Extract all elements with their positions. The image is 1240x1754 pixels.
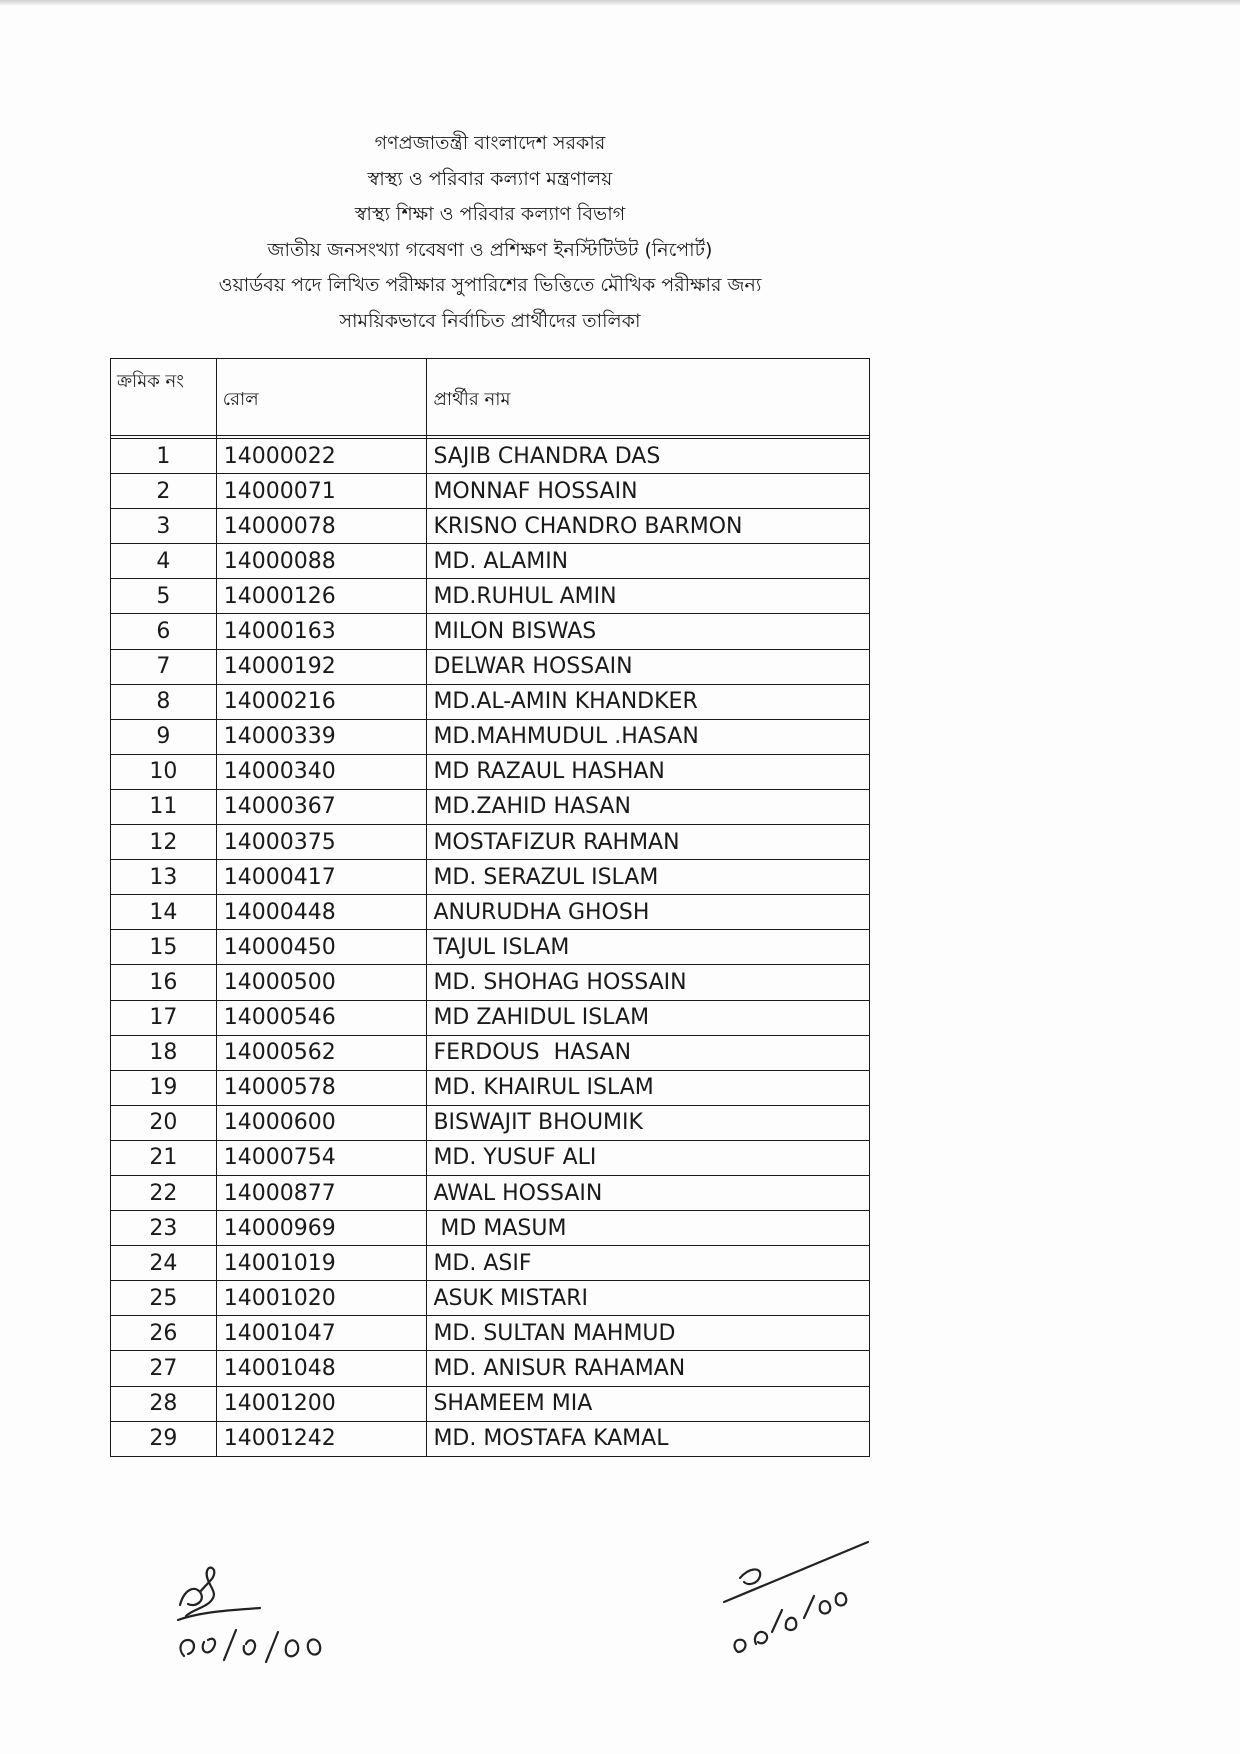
serial-cell: 28 [111, 1386, 217, 1421]
serial-cell: 11 [111, 789, 217, 824]
table-row [111, 1140, 870, 1175]
name-cell: MD. ASIF [427, 1246, 870, 1281]
table-row [111, 614, 870, 649]
column-header-roll: রোল [216, 359, 427, 436]
table-row [111, 1316, 870, 1351]
serial-cell: 8 [111, 684, 217, 719]
roll-cell: 14001047 [216, 1316, 427, 1351]
table-row [111, 754, 870, 789]
serial-cell: 18 [111, 1035, 217, 1070]
name-cell: MD. SERAZUL ISLAM [427, 860, 870, 895]
roll-cell: 14000022 [216, 439, 427, 474]
table-row [111, 1105, 870, 1140]
name-cell: MOSTAFIZUR RAHMAN [427, 825, 870, 860]
roll-cell: 14000600 [216, 1105, 427, 1140]
roll-cell: 14001242 [216, 1421, 427, 1456]
roll-cell: 14001200 [216, 1386, 427, 1421]
roll-cell: 14000877 [216, 1175, 427, 1210]
header-line-institute: জাতীয় জনসংখ্যা গবেষণা ও প্রশিক্ষণ ইনস্টিটিউট (নিপোর্ট) [267, 238, 713, 261]
name-cell: MD. YUSUF ALI [427, 1140, 870, 1175]
name-cell: MD.AL-AMIN KHANDKER [427, 684, 870, 719]
table-row [111, 1175, 870, 1210]
header-line-list-title: সাময়িকভাবে নির্বাচিত প্রার্থীদের তালিকা [339, 309, 641, 332]
roll-cell: 14000450 [216, 930, 427, 965]
serial-cell: 23 [111, 1211, 217, 1246]
serial-cell: 10 [111, 754, 217, 789]
table-row [111, 1070, 870, 1105]
signature-date-strokes [181, 1630, 321, 1662]
serial-cell: 13 [111, 860, 217, 895]
serial-cell: 26 [111, 1316, 217, 1351]
table-row [111, 474, 870, 509]
name-cell: MD. SHOHAG HOSSAIN [427, 965, 870, 1000]
table-row [111, 860, 870, 895]
serial-cell: 5 [111, 579, 217, 614]
header-line-ministry: স্বাস্থ্য ও পরিবার কল্যাণ মন্ত্রণালয় [367, 167, 613, 190]
name-cell: MILON BISWAS [427, 614, 870, 649]
name-cell: MD.ZAHID HASAN [427, 789, 870, 824]
serial-cell: 4 [111, 544, 217, 579]
table-row [111, 1421, 870, 1456]
serial-cell: 15 [111, 930, 217, 965]
roll-cell: 14000367 [216, 789, 427, 824]
roll-cell: 14001048 [216, 1351, 427, 1386]
roll-cell: 14000078 [216, 509, 427, 544]
header-line-division: স্বাস্থ্য শিক্ষা ও পরিবার কল্যাণ বিভাগ [354, 203, 626, 225]
roll-cell: 14000340 [216, 754, 427, 789]
serial-cell: 12 [111, 825, 217, 860]
name-cell: ANURUDHA GHOSH [427, 895, 870, 930]
table-row [111, 579, 870, 614]
serial-cell: 16 [111, 965, 217, 1000]
serial-cell: 21 [111, 1140, 217, 1175]
serial-cell: 1 [111, 439, 217, 474]
name-cell: AWAL HOSSAIN [427, 1175, 870, 1210]
serial-cell: 25 [111, 1281, 217, 1316]
name-cell: MD. MOSTAFA KAMAL [427, 1421, 870, 1456]
table-row [111, 825, 870, 860]
signature-loop [740, 1569, 760, 1584]
serial-cell: 22 [111, 1175, 217, 1210]
document-header [100, 126, 880, 339]
name-cell: KRISNO CHANDRO BARMON [427, 509, 870, 544]
name-cell: MD MASUM [427, 1211, 870, 1246]
name-cell: SHAMEEM MIA [427, 1386, 870, 1421]
table-row [111, 1000, 870, 1035]
roll-cell: 14000754 [216, 1140, 427, 1175]
roll-cell: 14000546 [216, 1000, 427, 1035]
roll-cell: 14000216 [216, 684, 427, 719]
table-row [111, 1211, 870, 1246]
serial-cell: 7 [111, 649, 217, 684]
signature-flourish [180, 1568, 214, 1616]
serial-cell: 27 [111, 1351, 217, 1386]
serial-cell: 3 [111, 509, 217, 544]
table-row [111, 1386, 870, 1421]
table-row [111, 1246, 870, 1281]
table-row [111, 895, 870, 930]
table-row [111, 1035, 870, 1070]
table-row [111, 1351, 870, 1386]
name-cell: MD.RUHUL AMIN [427, 579, 870, 614]
table-row [111, 965, 870, 1000]
signature-date-strokes [735, 1593, 847, 1652]
header-line-post: ওয়ার্ডবয় পদে লিখিত পরীক্ষার সুপারিশের ভিত্তিতে মৌখিক পরীক্ষার জন্য [218, 274, 762, 296]
name-cell: MONNAF HOSSAIN [427, 474, 870, 509]
roll-cell: 14000578 [216, 1070, 427, 1105]
roll-cell: 14001020 [216, 1281, 427, 1316]
table-row [111, 789, 870, 824]
roll-cell: 14000126 [216, 579, 427, 614]
roll-cell: 14000071 [216, 474, 427, 509]
name-cell: BISWAJIT BHOUMIK [427, 1105, 870, 1140]
roll-cell: 14000448 [216, 895, 427, 930]
header-line-government: গণপ্রজাতন্ত্রী বাংলাদেশ সরকার [374, 132, 606, 154]
serial-cell: 24 [111, 1246, 217, 1281]
roll-cell: 14000375 [216, 825, 427, 860]
roll-cell: 14000163 [216, 614, 427, 649]
roll-cell: 14000562 [216, 1035, 427, 1070]
roll-cell: 14001019 [216, 1246, 427, 1281]
name-cell: MD. SULTAN MAHMUD [427, 1316, 870, 1351]
name-cell: MD ZAHIDUL ISLAM [427, 1000, 870, 1035]
name-cell: DELWAR HOSSAIN [427, 649, 870, 684]
column-header-serial: ক্রমিক নং [111, 359, 217, 436]
serial-cell: 19 [111, 1070, 217, 1105]
table-row [111, 649, 870, 684]
roll-cell: 14000417 [216, 860, 427, 895]
roll-cell: 14000500 [216, 965, 427, 1000]
name-cell: MD RAZAUL HASHAN [427, 754, 870, 789]
roll-cell: 14000339 [216, 719, 427, 754]
serial-cell: 6 [111, 614, 217, 649]
serial-cell: 20 [111, 1105, 217, 1140]
roll-cell: 14000088 [216, 544, 427, 579]
roll-cell: 14000192 [216, 649, 427, 684]
signature-left [170, 1560, 400, 1670]
name-cell: TAJUL ISLAM [427, 930, 870, 965]
name-cell: ASUK MISTARI [427, 1281, 870, 1316]
signature-right [700, 1520, 880, 1670]
table-row [111, 509, 870, 544]
roll-cell: 14000969 [216, 1211, 427, 1246]
serial-cell: 29 [111, 1421, 217, 1456]
name-cell: MD. ALAMIN [427, 544, 870, 579]
name-cell: FERDOUS HASAN [427, 1035, 870, 1070]
serial-cell: 17 [111, 1000, 217, 1035]
table-row [111, 544, 870, 579]
column-header-name: প্রার্থীর নাম [427, 359, 870, 436]
scan-edge [0, 0, 1240, 6]
serial-cell: 2 [111, 474, 217, 509]
serial-cell: 14 [111, 895, 217, 930]
table-row [111, 719, 870, 754]
table-row [111, 1281, 870, 1316]
candidate-table [110, 358, 870, 1457]
serial-cell: 9 [111, 719, 217, 754]
name-cell: SAJIB CHANDRA DAS [427, 439, 870, 474]
table-row [111, 439, 870, 474]
table-header-row [111, 359, 870, 436]
name-cell: MD. KHAIRUL ISLAM [427, 1070, 870, 1105]
name-cell: MD. ANISUR RAHAMAN [427, 1351, 870, 1386]
table-row [111, 684, 870, 719]
table-row [111, 930, 870, 965]
table-body [111, 436, 870, 1457]
name-cell: MD.MAHMUDUL .HASAN [427, 719, 870, 754]
